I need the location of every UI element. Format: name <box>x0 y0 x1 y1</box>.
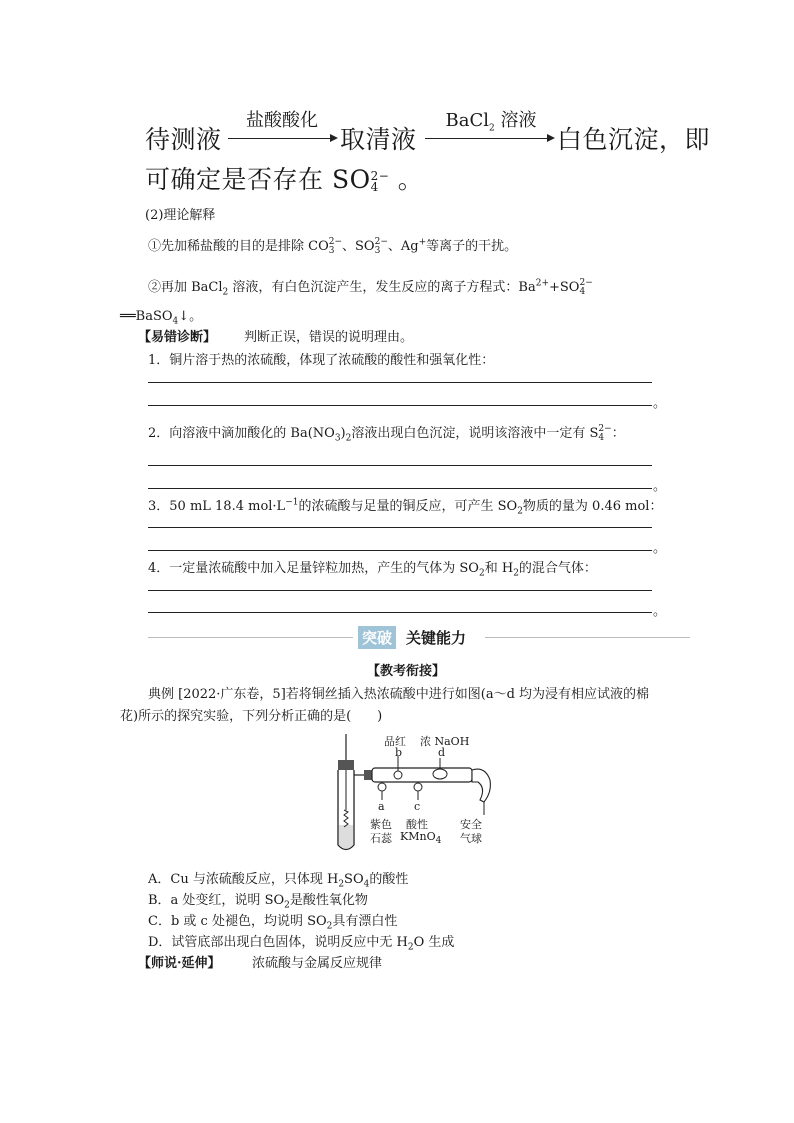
flow-step2-label: BaCl$_2$ 溶液 <box>445 110 537 134</box>
banner-title: 关键能力 <box>406 629 467 647</box>
answer-line <box>148 527 652 528</box>
flow-arrow-1 <box>228 138 336 139</box>
fig-label-e2: 气球 <box>460 832 482 845</box>
flow-start: 待测液 <box>145 125 222 154</box>
answer-line <box>148 465 652 466</box>
diagnosis-q4: 4．一定量浓硫酸中加入足量锌粒加热，产生的气体为 $SO_2$和 $H_2$的混合气体： <box>148 561 597 579</box>
example-text-2: 花)所示的探究实验，下列分析正确的是( ) <box>120 709 383 724</box>
flow-conclusion: 可确定是否存在 SO 2− 4 。 <box>145 165 424 194</box>
answer-line <box>148 405 652 406</box>
diagnosis-tag: 【易错诊断】 <box>138 330 217 345</box>
period-mark: 。 <box>653 479 667 494</box>
theory-item-2: ②再加 BaCl$_2$ 溶液，有白色沉淀产生，发生反应的离子方程式：$Ba^{2+}+SO$ 2− 4 <box>148 277 593 298</box>
diagnosis-q3: 3．50 mL 18.4 $mol\cdot L^{-1}$的浓硫酸与足量的铜反应，可产生 $SO_2$物质的量为 0.46 mol： <box>148 497 663 517</box>
diagnosis-q2: 2．向溶液中滴加酸化的 $Ba(NO_3)_2$溶液出现白色沉淀，说明该溶液中一定有 S 2− 4 ： <box>148 423 625 444</box>
answer-line <box>148 488 652 489</box>
answer-line <box>148 590 652 591</box>
option-b: B．a 处变红，说明 $SO_2$是酸性氧化物 <box>148 893 368 911</box>
banner-tag: 突破 <box>358 626 396 649</box>
banner-rule-right <box>485 637 690 638</box>
theory-heading: (2)理论解释 <box>145 208 216 223</box>
period-mark: 。 <box>653 396 667 411</box>
diagnosis-intro: 判断正误，错误的说明理由。 <box>244 330 414 345</box>
extend-tag: 【师说·延伸】 <box>138 956 221 971</box>
period-mark: 。 <box>653 604 667 619</box>
banner-rule-left <box>148 637 353 638</box>
extend-text: 浓硫酸与金属反应规律 <box>252 956 383 971</box>
fig-label-a2: 石蕊 <box>370 832 392 845</box>
fig-label-c1: 酸性 <box>406 818 428 831</box>
option-a: A．Cu 与浓硫酸反应，只体现 $H_2SO_4$的酸性 <box>148 872 409 890</box>
apparatus-figure <box>300 730 500 860</box>
flow-arrow-2 <box>425 138 553 139</box>
fig-label-d-top: 浓 NaOH <box>420 735 470 748</box>
fig-label-e1: 安全 <box>460 818 482 831</box>
fig-label-b-top: 品红 <box>384 735 406 748</box>
diagnosis-q1: 1．铜片溶于热的浓硫酸，体现了浓硫酸的酸性和强氧化性： <box>148 353 495 368</box>
fig-label-d: d <box>438 746 446 759</box>
answer-line <box>148 550 652 551</box>
option-d: D．试管底部出现白色固体，说明反应中无 $H_2O$ 生成 <box>148 935 455 953</box>
fig-label-b: b <box>395 746 403 759</box>
option-c: C．b 或 c 处褪色，均说明 $SO_2$具有漂白性 <box>148 914 398 932</box>
example-text-1: 典例 [2022·广东卷，5]若将铜丝插入热浓硫酸中进行如图(a～d 均为浸有相应试液的棉 <box>148 687 650 702</box>
fig-label-c: c <box>414 800 421 813</box>
fig-label-a1: 紫色 <box>370 818 392 831</box>
answer-line <box>148 612 652 613</box>
theory-item-2-equation: ══BaSO$_4$↓。 <box>120 309 203 327</box>
flow-mid: 取清液 <box>340 125 417 154</box>
flow-end: 白色沉淀，即 <box>557 125 711 154</box>
fig-label-c2: KMnO$_4$ <box>400 830 442 847</box>
flow-step1-label: 盐酸酸化 <box>246 110 318 131</box>
period-mark: 。 <box>653 541 667 556</box>
theory-item-1: ①先加稀盐酸的目的是排除 CO 2− 3 、SO 2− 3 、Ag+等离子的干扰。 <box>148 236 518 256</box>
fig-label-a: a <box>378 800 385 813</box>
answer-line <box>148 382 652 383</box>
example-section: 【教考衔接】 <box>367 664 446 679</box>
